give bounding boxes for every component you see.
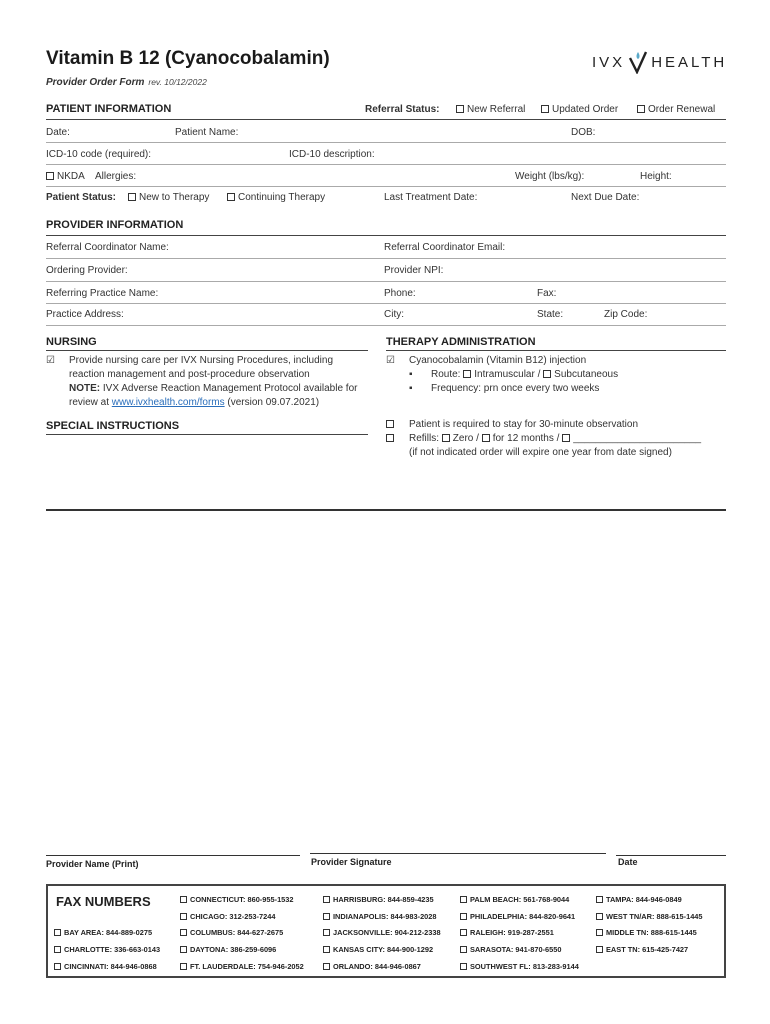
fax-label: COLUMBUS: 844-627-2675 bbox=[190, 928, 284, 937]
checkbox-icon[interactable] bbox=[456, 105, 464, 113]
icd-code-field[interactable]: ICD-10 code (required): bbox=[46, 149, 152, 160]
fax-label: CINCINNATI: 844-946-0868 bbox=[64, 962, 157, 971]
phone-field[interactable]: Phone: bbox=[384, 288, 416, 299]
fax-label: TAMPA: 844-946-0849 bbox=[606, 895, 682, 904]
therapy-drug: Cyanocobalamin (Vitamin B12) injection bbox=[409, 355, 587, 366]
fax-label: BAY AREA: 844-889-0275 bbox=[64, 928, 153, 937]
nursing-line-3 bbox=[69, 382, 369, 396]
fax-label: DAYTONA: 386-259-6096 bbox=[190, 945, 277, 954]
note-text: IVX Adverse Reaction Management Protocol available for bbox=[100, 383, 358, 394]
checkbox-icon[interactable] bbox=[463, 370, 471, 378]
nursing-checked-icon[interactable]: ☑ bbox=[46, 355, 55, 366]
checkbox-icon[interactable] bbox=[482, 434, 490, 442]
fax-numbers-box bbox=[46, 884, 726, 978]
route-sc: Subcutaneous bbox=[554, 369, 619, 380]
last-treatment-field[interactable]: Last Treatment Date: bbox=[384, 192, 478, 203]
checkbox-icon[interactable] bbox=[54, 946, 61, 953]
checkbox-icon[interactable] bbox=[180, 929, 187, 936]
divider bbox=[46, 164, 726, 165]
checkbox-icon[interactable] bbox=[323, 963, 330, 970]
fax-label: CONNECTICUT: 860-955-1532 bbox=[190, 895, 294, 904]
fax-label: JACKSONVILLE: 904-212-2338 bbox=[333, 928, 441, 937]
checkbox-icon[interactable] bbox=[180, 963, 187, 970]
height-field[interactable]: Height: bbox=[640, 171, 672, 182]
fax-option[interactable] bbox=[323, 928, 441, 937]
fax-label: FT. LAUDERDALE: 754-946-2052 bbox=[190, 962, 304, 971]
checkbox-icon[interactable] bbox=[543, 370, 551, 378]
coordinator-name-field[interactable]: Referral Coordinator Name: bbox=[46, 242, 169, 253]
refill-zero: Zero / bbox=[452, 433, 479, 444]
subtitle-text: Provider Order Form bbox=[46, 77, 145, 88]
referral-updated-label: Updated Order bbox=[552, 104, 619, 115]
checkbox-icon[interactable] bbox=[442, 434, 450, 442]
fax-option[interactable] bbox=[460, 962, 579, 971]
forms-link[interactable]: www.ivxhealth.com/forms bbox=[111, 397, 225, 408]
fax-label: MIDDLE TN: 888-615-1445 bbox=[606, 928, 697, 937]
fax-option[interactable] bbox=[323, 945, 433, 954]
checkbox-icon[interactable] bbox=[541, 105, 549, 113]
fax-label: CHICAGO: 312-253-7244 bbox=[190, 912, 276, 921]
checkbox-icon[interactable] bbox=[460, 929, 467, 936]
fax-option[interactable] bbox=[54, 928, 152, 937]
fax-label: HARRISBURG: 844-859-4235 bbox=[333, 895, 434, 904]
logo-mark-icon bbox=[628, 50, 648, 74]
divider bbox=[46, 434, 368, 435]
fax-option[interactable] bbox=[323, 962, 421, 971]
frequency-line: Frequency: prn once every two weeks bbox=[431, 383, 600, 394]
status-continuing-option[interactable] bbox=[227, 192, 325, 203]
dob-field[interactable]: DOB: bbox=[571, 127, 596, 138]
referral-new-option[interactable] bbox=[456, 104, 525, 115]
fax-option[interactable] bbox=[460, 912, 575, 921]
date-field[interactable]: Date: bbox=[46, 127, 70, 138]
refill-note: (if not indicated order will expire one year from date signed) bbox=[409, 447, 672, 458]
fax-option[interactable] bbox=[323, 912, 437, 921]
divider bbox=[46, 303, 726, 304]
fax-option[interactable] bbox=[323, 895, 434, 904]
fax-option[interactable] bbox=[180, 895, 294, 904]
fax-label: SOUTHWEST FL: 813-283-9144 bbox=[470, 962, 579, 971]
divider bbox=[46, 235, 726, 236]
provider-name-line[interactable] bbox=[46, 855, 300, 856]
bullet-icon: ▪ bbox=[409, 369, 413, 380]
fax-label: PALM BEACH: 561-768-9044 bbox=[470, 895, 570, 904]
next-due-field[interactable]: Next Due Date: bbox=[571, 192, 640, 203]
weight-field[interactable]: Weight (lbs/kg): bbox=[515, 171, 585, 182]
fax-option[interactable] bbox=[596, 895, 682, 904]
fax-option[interactable] bbox=[180, 912, 275, 921]
observation-text: Patient is required to stay for 30-minute observation bbox=[409, 419, 639, 430]
fax-option[interactable] bbox=[460, 895, 569, 904]
fax-field[interactable]: Fax: bbox=[537, 288, 557, 299]
route-label: Route: bbox=[431, 369, 461, 380]
checkbox-icon[interactable] bbox=[460, 896, 467, 903]
fax-option[interactable] bbox=[596, 945, 688, 954]
fax-option[interactable] bbox=[54, 945, 160, 954]
refills-label: Refills: bbox=[409, 433, 440, 444]
checkbox-icon[interactable] bbox=[180, 896, 187, 903]
section-separator bbox=[46, 509, 726, 511]
refill-12-months: for 12 months / bbox=[492, 433, 560, 444]
fax-label: PHILADELPHIA: 844-820-9641 bbox=[470, 912, 576, 921]
divider bbox=[46, 325, 726, 326]
fax-option[interactable] bbox=[54, 962, 157, 971]
checkbox-icon[interactable] bbox=[227, 193, 235, 201]
divider bbox=[46, 186, 726, 187]
review-prefix: review at bbox=[69, 397, 112, 408]
nkda-option[interactable] bbox=[46, 171, 85, 182]
signature-date-label: Date bbox=[618, 857, 638, 867]
referral-status-label: Referral Status: bbox=[365, 104, 440, 115]
ordering-provider-field[interactable]: Ordering Provider: bbox=[46, 265, 128, 276]
city-field[interactable]: City: bbox=[384, 309, 404, 320]
fax-label: CHARLOTTE: 336-663-0143 bbox=[64, 945, 161, 954]
checkbox-icon[interactable] bbox=[637, 105, 645, 113]
checkbox-icon[interactable] bbox=[386, 434, 394, 442]
status-new-option[interactable] bbox=[128, 192, 209, 203]
checkbox-icon[interactable] bbox=[180, 946, 187, 953]
checkbox-icon[interactable] bbox=[460, 913, 467, 920]
fax-option[interactable] bbox=[460, 945, 561, 954]
refills-option[interactable] bbox=[386, 432, 397, 446]
divider bbox=[46, 350, 368, 351]
referral-renewal-label: Order Renewal bbox=[648, 104, 716, 115]
checkbox-icon[interactable] bbox=[323, 896, 330, 903]
divider bbox=[46, 281, 726, 282]
coordinator-email-field[interactable]: Referral Coordinator Email: bbox=[384, 242, 506, 253]
status-new-label: New to Therapy bbox=[139, 192, 210, 203]
divider bbox=[46, 142, 726, 143]
fax-option[interactable] bbox=[180, 928, 283, 937]
state-field[interactable]: State: bbox=[537, 309, 564, 320]
nursing-heading: NURSING bbox=[46, 336, 97, 348]
logo-text-health: HEALTH bbox=[651, 53, 728, 71]
fax-numbers-title: FAX NUMBERS bbox=[56, 894, 151, 909]
provider-info-heading: PROVIDER INFORMATION bbox=[46, 219, 184, 231]
bullet-icon: ▪ bbox=[409, 383, 413, 394]
checkbox-icon[interactable] bbox=[386, 420, 394, 428]
checkbox-icon[interactable] bbox=[596, 913, 603, 920]
fax-label: ORLANDO: 844-946-0867 bbox=[333, 962, 421, 971]
provider-name-label: Provider Name (Print) bbox=[46, 859, 139, 869]
checkbox-icon[interactable] bbox=[596, 946, 603, 953]
fax-label: RALEIGH: 919-287-2551 bbox=[470, 928, 554, 937]
note-label: NOTE: bbox=[69, 383, 101, 394]
icd-description-field[interactable]: ICD-10 description: bbox=[289, 149, 375, 160]
checkbox-icon[interactable] bbox=[562, 434, 570, 442]
zip-field[interactable]: Zip Code: bbox=[604, 309, 648, 320]
special-instructions-heading: SPECIAL INSTRUCTIONS bbox=[46, 420, 180, 432]
form-title: Vitamin B 12 (Cyanocobalamin) bbox=[46, 48, 330, 69]
provider-npi-field[interactable]: Provider NPI: bbox=[384, 265, 444, 276]
fax-label: INDIANAPOLIS: 844-983-2028 bbox=[333, 912, 437, 921]
nursing-instructions bbox=[69, 354, 369, 410]
patient-name-field[interactable]: Patient Name: bbox=[175, 127, 239, 138]
checkbox-icon[interactable] bbox=[46, 172, 54, 180]
route-im: Intramuscular / bbox=[474, 369, 541, 380]
patient-info-heading: PATIENT INFORMATION bbox=[46, 103, 172, 115]
patient-status-label: Patient Status: bbox=[46, 192, 117, 203]
route-line bbox=[431, 368, 618, 382]
checkbox-icon[interactable] bbox=[596, 929, 603, 936]
fax-option[interactable] bbox=[460, 928, 554, 937]
checkbox-icon[interactable] bbox=[323, 913, 330, 920]
fax-label: EAST TN: 615-425-7427 bbox=[606, 945, 689, 954]
checkbox-icon[interactable] bbox=[460, 946, 467, 953]
nursing-line-4 bbox=[69, 396, 369, 410]
logo-text-ivx: IVX bbox=[592, 53, 626, 71]
divider bbox=[386, 350, 726, 351]
fax-label: KANSAS CITY: 844-900-1292 bbox=[333, 945, 434, 954]
refill-custom-blank[interactable]: _______________________ bbox=[573, 433, 702, 444]
divider bbox=[46, 119, 726, 120]
checkbox-icon[interactable] bbox=[180, 913, 187, 920]
allergies-field[interactable]: Allergies: bbox=[95, 171, 137, 182]
form-subtitle bbox=[46, 77, 207, 88]
divider bbox=[46, 258, 726, 259]
referral-new-label: New Referral bbox=[467, 104, 526, 115]
checkbox-icon[interactable] bbox=[323, 929, 330, 936]
ivx-health-logo bbox=[592, 50, 727, 74]
fax-option[interactable] bbox=[180, 962, 304, 971]
refills-line bbox=[409, 432, 701, 446]
nkda-label: NKDA bbox=[57, 171, 85, 182]
status-continuing-label: Continuing Therapy bbox=[238, 192, 326, 203]
fax-option[interactable] bbox=[596, 912, 703, 921]
version-text: (version 09.07.2021) bbox=[224, 397, 320, 408]
checkbox-icon[interactable] bbox=[596, 896, 603, 903]
signature-line[interactable] bbox=[310, 853, 606, 854]
provider-signature-label: Provider Signature bbox=[311, 857, 392, 867]
nursing-line-1: Provide nursing care per IVX Nursing Procedures, including bbox=[69, 355, 334, 366]
referral-updated-option[interactable] bbox=[541, 104, 618, 115]
checkbox-icon[interactable] bbox=[54, 963, 61, 970]
checkbox-icon[interactable] bbox=[460, 963, 467, 970]
fax-label: SARASOTA: 941-870-6550 bbox=[470, 945, 562, 954]
nursing-line-2: reaction management and post-procedure observation bbox=[69, 369, 310, 380]
date-line[interactable] bbox=[616, 855, 726, 856]
practice-address-field[interactable]: Practice Address: bbox=[46, 309, 124, 320]
referral-renewal-option[interactable] bbox=[637, 104, 715, 115]
observe-option[interactable] bbox=[386, 418, 397, 432]
fax-label: WEST TN/AR: 888-615-1445 bbox=[606, 912, 703, 921]
revision-date: rev. 10/12/2022 bbox=[148, 77, 207, 87]
therapy-heading: THERAPY ADMINISTRATION bbox=[386, 336, 536, 348]
fax-option[interactable] bbox=[596, 928, 697, 937]
therapy-checked-icon[interactable]: ☑ bbox=[386, 355, 395, 366]
fax-option[interactable] bbox=[180, 945, 276, 954]
checkbox-icon[interactable] bbox=[128, 193, 136, 201]
checkbox-icon[interactable] bbox=[54, 929, 61, 936]
checkbox-icon[interactable] bbox=[323, 946, 330, 953]
practice-name-field[interactable]: Referring Practice Name: bbox=[46, 288, 159, 299]
